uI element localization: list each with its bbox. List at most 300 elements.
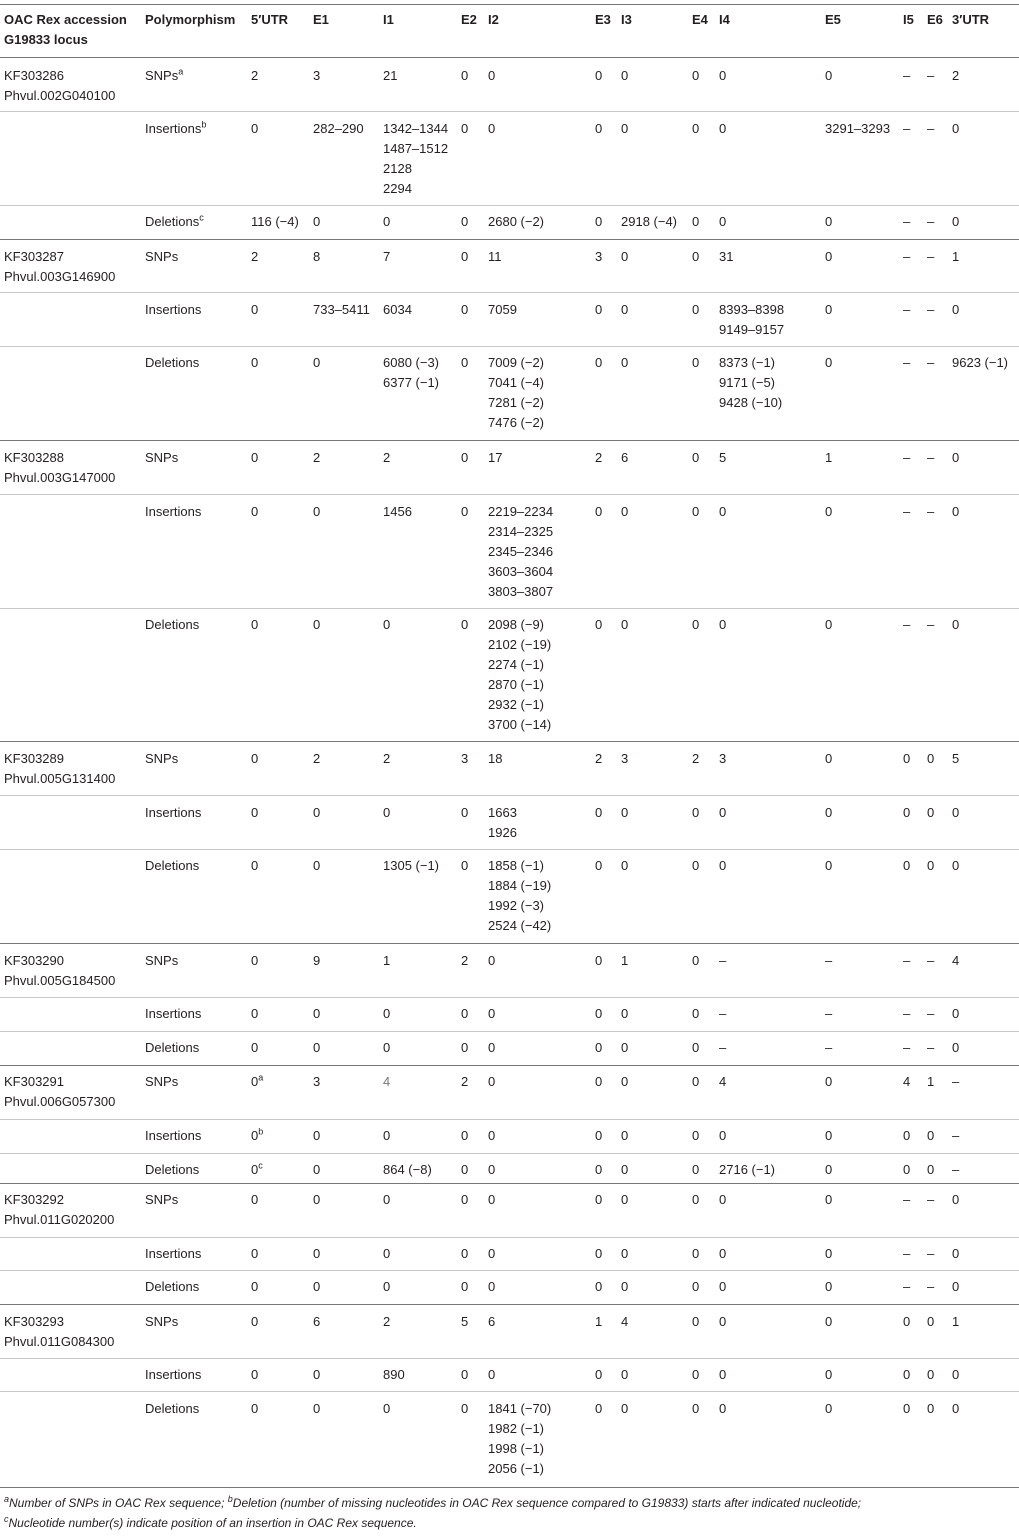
value-cell-i2 — [488, 1190, 495, 1210]
value-cell-i4 — [719, 615, 726, 635]
value-line: 0 — [621, 1246, 629, 1261]
value-cell-e2 — [461, 1244, 468, 1264]
value-line: 0 — [719, 617, 727, 632]
value-cell-3utr — [952, 615, 959, 635]
value-line: 0 — [383, 1401, 391, 1416]
value-cell-i1 — [383, 749, 390, 769]
polymorphism-type — [145, 1072, 178, 1092]
value-cell-i1 — [383, 119, 448, 199]
polymorphism-type — [145, 1038, 199, 1058]
value-line: 5 — [952, 751, 960, 766]
value-line: – — [825, 953, 833, 968]
value-cell-e6 — [927, 1399, 934, 1419]
value-cell-i5 — [903, 448, 910, 468]
polymorphism-type — [145, 1277, 199, 1297]
value-cell-i3 — [621, 1038, 628, 1058]
value-line: 0 — [251, 121, 259, 136]
value-cell-i4 — [719, 66, 726, 86]
value-line: 6034 — [383, 302, 412, 317]
polymorphism-label: Deletions — [145, 355, 200, 370]
value-cell-i5 — [903, 119, 910, 139]
value-cell-e4 — [692, 119, 699, 139]
row-separator — [0, 292, 1019, 293]
value-line: – — [927, 214, 935, 229]
value-cell-e1 — [313, 1190, 320, 1210]
value-line: 4 — [621, 1314, 629, 1329]
value-cell-e3 — [595, 119, 602, 139]
value-cell-i5 — [903, 353, 910, 373]
value-text: 0 — [251, 1074, 259, 1089]
value-cell-i4 — [719, 951, 726, 971]
locus-id: Phvul.005G184500 — [4, 973, 116, 988]
value-cell-e2 — [461, 448, 468, 468]
value-cell-e2 — [461, 1072, 468, 1092]
value-line: 0 — [383, 1128, 391, 1143]
value-line: 3 — [313, 68, 321, 83]
value-line: 31 — [719, 249, 734, 264]
value-line: 0 — [595, 68, 603, 83]
polymorphism-type — [145, 1312, 178, 1332]
header-col-e2: E2 — [461, 12, 477, 27]
value-cell-i3 — [621, 1072, 628, 1092]
value-cell-i5 — [903, 247, 910, 267]
value-line: 0 — [313, 1162, 321, 1177]
value-cell-i1 — [383, 1004, 390, 1024]
value-line: 2 — [383, 450, 391, 465]
polymorphism-type — [145, 1244, 201, 1264]
accession-id: KF303288 — [4, 450, 64, 465]
value-line: 17 — [488, 450, 503, 465]
value-cell-i4 — [719, 749, 726, 769]
value-line: 0 — [952, 1401, 960, 1416]
value-cell-e2 — [461, 1160, 468, 1180]
value-cell-e3 — [595, 1312, 602, 1332]
value-cell-i1 — [383, 448, 390, 468]
value-cell-i1 — [383, 615, 390, 635]
table-rule — [0, 239, 1019, 240]
value-cell-e1 — [313, 1160, 320, 1180]
value-cell-e3 — [595, 1004, 602, 1024]
value-line: – — [903, 1006, 911, 1021]
header-col-e5: E5 — [825, 12, 841, 27]
value-cell-3utr — [952, 300, 959, 320]
value-line: 0 — [251, 1192, 259, 1207]
value-line: 0 — [692, 858, 700, 873]
value-line: 0 — [621, 1128, 629, 1143]
value-line: 8373 (−1) — [719, 355, 776, 370]
value-cell-5utr — [251, 1365, 258, 1385]
value-cell-i2 — [488, 1160, 495, 1180]
value-line: 0 — [692, 355, 700, 370]
value-cell-e4 — [692, 448, 699, 468]
value-line: 0 — [903, 858, 911, 873]
value-cell-e1 — [313, 212, 320, 232]
value-line: 2 — [461, 1074, 469, 1089]
value-cell-i1 — [383, 1126, 390, 1146]
value-cell-e2 — [461, 353, 468, 373]
value-line: – — [903, 355, 911, 370]
value-cell-e6 — [927, 212, 934, 232]
value-line: 2 — [461, 953, 469, 968]
value-line: 0 — [383, 617, 391, 632]
locus-id: Phvul.003G146900 — [4, 269, 116, 284]
value-line: 2524 (−42) — [488, 918, 552, 933]
accession-cell — [4, 749, 115, 789]
value-line: 3700 (−14) — [488, 717, 552, 732]
value-cell-e5 — [825, 212, 832, 232]
value-line: 0 — [621, 1279, 629, 1294]
value-cell-i1 — [383, 951, 390, 971]
value-cell-i4 — [719, 353, 782, 413]
table-rule — [0, 1065, 1019, 1066]
value-line: 116 (−4) — [251, 214, 299, 229]
value-line: 0 — [952, 805, 960, 820]
value-line: 0 — [461, 1192, 469, 1207]
value-line: 0 — [952, 1006, 960, 1021]
table-rule — [0, 1487, 1019, 1488]
value-line: 4 — [903, 1074, 911, 1089]
value-line: 0 — [461, 1401, 469, 1416]
value-cell-e2 — [461, 119, 468, 139]
value-cell-3utr — [952, 1004, 959, 1024]
value-text: 0 — [251, 1128, 259, 1143]
value-line: 0 — [313, 1401, 321, 1416]
value-cell-i3 — [621, 856, 628, 876]
footnote-a-marker: a — [4, 1494, 10, 1504]
value-line: 0 — [595, 1246, 603, 1261]
value-line: – — [927, 121, 935, 136]
value-line: 0 — [621, 805, 629, 820]
value-line: 1 — [952, 249, 960, 264]
value-line: 21 — [383, 68, 398, 83]
value-cell-i2 — [488, 1277, 495, 1297]
value-line: 0 — [825, 1246, 833, 1261]
value-cell-e3 — [595, 951, 602, 971]
polymorphism-label: SNPs — [145, 751, 179, 766]
value-line: 1926 — [488, 825, 517, 840]
value-line: 1841 (−70) — [488, 1401, 552, 1416]
value-cell-i3 — [621, 951, 628, 971]
value-line: 0 — [692, 1128, 700, 1143]
value-line: 0 — [488, 1006, 496, 1021]
value-line: 7009 (−2) — [488, 355, 545, 370]
value-cell-5utr — [251, 247, 258, 267]
polymorphism-type — [145, 66, 183, 86]
value-cell-i4 — [719, 448, 726, 468]
value-line: 3 — [719, 751, 727, 766]
polymorphism-label: Insertions — [145, 1367, 202, 1382]
value-cell-5utr — [251, 951, 258, 971]
value-cell-e5 — [825, 1399, 832, 1419]
value-cell-e5 — [825, 951, 832, 971]
value-cell-i2 — [488, 66, 495, 86]
value-line: 0 — [952, 214, 960, 229]
value-line: 0 — [825, 1314, 833, 1329]
value-line: 4 — [383, 1074, 391, 1089]
value-line: 0 — [927, 858, 935, 873]
value-cell-i2 — [488, 749, 502, 769]
value-cell-3utr — [952, 1244, 959, 1264]
value-line: 0 — [313, 1040, 321, 1055]
value-cell-i5 — [903, 66, 910, 86]
polymorphism-type — [145, 856, 199, 876]
value-line: 0 — [927, 1128, 935, 1143]
value-cell-i1 — [383, 1038, 390, 1058]
value-cell-i3 — [621, 212, 677, 232]
value-line: – — [927, 1006, 935, 1021]
value-line: – — [903, 504, 911, 519]
value-cell-e2 — [461, 856, 468, 876]
value-cell-i2 — [488, 856, 551, 936]
value-line: – — [952, 1128, 960, 1143]
row-separator — [0, 1391, 1019, 1392]
value-cell-i1 — [383, 803, 390, 823]
value-cell-i2 — [488, 803, 517, 843]
footnote-c-text: Nucleotide number(s) indicate position of an insertion in OAC Rex sequence. — [8, 1516, 417, 1530]
value-line: – — [903, 214, 911, 229]
value-cell-i4 — [719, 856, 726, 876]
value-line: 2 — [595, 751, 603, 766]
value-cell-3utr — [952, 1312, 959, 1332]
value-line: 0 — [927, 1314, 935, 1329]
polymorphism-label: SNPs — [145, 249, 179, 264]
value-line: 9623 (−1) — [952, 355, 1009, 370]
value-line: 7 — [383, 249, 391, 264]
value-line: – — [903, 302, 911, 317]
value-cell-e4 — [692, 1160, 699, 1180]
value-line: 0 — [952, 1246, 960, 1261]
polymorphism-label: Deletions — [145, 1162, 200, 1177]
value-cell-i1 — [383, 1160, 432, 1180]
value-line: 0 — [488, 1040, 496, 1055]
value-cell-e2 — [461, 1365, 468, 1385]
value-cell-e3 — [595, 1244, 602, 1264]
value-line: 0 — [692, 1279, 700, 1294]
value-line: 2918 (−4) — [621, 214, 678, 229]
polymorphism-label: Deletions — [145, 214, 200, 229]
polymorphism-label: Insertions — [145, 1246, 202, 1261]
value-line: 0 — [595, 504, 603, 519]
value-cell-i3 — [621, 1190, 628, 1210]
value-cell-i4 — [719, 1365, 726, 1385]
value-cell-i5 — [903, 1038, 910, 1058]
value-line: 1663 — [488, 805, 517, 820]
value-line: 5 — [719, 450, 727, 465]
value-cell-i2 — [488, 247, 502, 267]
value-cell-5utr — [251, 502, 258, 522]
value-line: 0 — [313, 858, 321, 873]
value-line: 0 — [595, 858, 603, 873]
value-line: – — [927, 504, 935, 519]
value-line: – — [927, 1279, 935, 1294]
value-line: 8 — [313, 249, 321, 264]
row-separator — [0, 1119, 1019, 1120]
polymorphism-type — [145, 1004, 201, 1024]
value-line: 0 — [383, 1192, 391, 1207]
value-cell-e6 — [927, 1190, 934, 1210]
value-cell-e5 — [825, 1126, 832, 1146]
value-line: 6 — [313, 1314, 321, 1329]
value-line: 0 — [927, 751, 935, 766]
header-accession-line: OAC Rex accession — [4, 12, 127, 27]
value-line: – — [903, 617, 911, 632]
value-line: 0 — [595, 214, 603, 229]
value-cell-e2 — [461, 615, 468, 635]
value-line: 0 — [313, 1246, 321, 1261]
value-line: 0 — [927, 1401, 935, 1416]
value-line: 2 — [313, 450, 321, 465]
value-cell-i3 — [621, 1244, 628, 1264]
footnote-ref: c — [199, 212, 204, 223]
value-cell-3utr — [952, 1072, 959, 1092]
value-line: 0 — [621, 121, 629, 136]
value-line: 0 — [621, 68, 629, 83]
polymorphism-type — [145, 212, 204, 232]
footnote-c-marker: c — [4, 1514, 9, 1524]
value-cell-e4 — [692, 856, 699, 876]
polymorphism-label: Insertions — [145, 121, 202, 136]
value-line: – — [903, 1040, 911, 1055]
value-cell-i4 — [719, 1277, 726, 1297]
value-cell-i4 — [719, 1072, 726, 1092]
value-cell-i5 — [903, 1365, 910, 1385]
value-cell-e6 — [927, 66, 934, 86]
value-line: – — [903, 450, 911, 465]
value-cell-i2 — [488, 212, 544, 232]
value-cell-e4 — [692, 300, 699, 320]
value-line: – — [927, 617, 935, 632]
value-line: 0 — [461, 68, 469, 83]
row-separator — [0, 795, 1019, 796]
value-line: 0 — [952, 1040, 960, 1055]
value-line: 864 (−8) — [383, 1162, 432, 1177]
value-cell-e1 — [313, 749, 320, 769]
polymorphism-label: SNPs — [145, 1074, 179, 1089]
value-line: – — [903, 1246, 911, 1261]
polymorphism-type — [145, 749, 178, 769]
value-cell-e3 — [595, 1365, 602, 1385]
value-line: 0 — [692, 953, 700, 968]
value-cell-i5 — [903, 1004, 910, 1024]
value-cell-i2 — [488, 1244, 495, 1264]
value-line: 0 — [692, 1074, 700, 1089]
value-line — [251, 1072, 263, 1092]
value-line: 0 — [488, 1192, 496, 1207]
value-cell-i3 — [621, 1004, 628, 1024]
value-cell-i1 — [383, 1277, 390, 1297]
value-line: 0 — [251, 751, 259, 766]
value-cell-5utr — [251, 66, 258, 86]
accession-id: KF303287 — [4, 249, 64, 264]
value-cell-e6 — [927, 1365, 934, 1385]
value-cell-e5 — [825, 615, 832, 635]
value-line: 0 — [903, 1314, 911, 1329]
header-col-e6: E6 — [927, 12, 943, 27]
value-line: 0 — [952, 1192, 960, 1207]
value-cell-i3 — [621, 803, 628, 823]
value-line: 3 — [461, 751, 469, 766]
value-cell-e4 — [692, 1038, 699, 1058]
value-cell-3utr — [952, 119, 959, 139]
value-line: – — [927, 1246, 935, 1261]
value-line: 3603–3604 — [488, 564, 554, 579]
value-line: 0 — [825, 1192, 833, 1207]
value-cell-e6 — [927, 856, 934, 876]
value-line: 0 — [251, 355, 259, 370]
value-line: 1992 (−3) — [488, 898, 545, 913]
value-line: 0 — [313, 1279, 321, 1294]
value-cell-i3 — [621, 247, 628, 267]
polymorphism-label: Insertions — [145, 1128, 202, 1143]
value-cell-e4 — [692, 615, 699, 635]
row-separator — [0, 111, 1019, 112]
value-cell-i4 — [719, 1312, 726, 1332]
value-line: 4 — [952, 953, 960, 968]
value-cell-e3 — [595, 1038, 602, 1058]
value-line: 0 — [251, 858, 259, 873]
value-cell-5utr — [251, 1072, 263, 1092]
value-cell-e3 — [595, 66, 602, 86]
value-line: 0 — [952, 302, 960, 317]
value-cell-e5 — [825, 1038, 832, 1058]
value-cell-e3 — [595, 1399, 602, 1419]
value-cell-i1 — [383, 300, 412, 320]
value-line: 0 — [488, 1246, 496, 1261]
value-line: 0 — [595, 302, 603, 317]
value-cell-5utr — [251, 448, 258, 468]
value-line: 0 — [692, 1367, 700, 1382]
value-line: 0 — [383, 214, 391, 229]
value-cell-e6 — [927, 1004, 934, 1024]
polymorphism-label: SNPs — [145, 1314, 179, 1329]
value-cell-e6 — [927, 1244, 934, 1264]
value-line: 0 — [719, 121, 727, 136]
value-cell-e2 — [461, 1277, 468, 1297]
value-line: 0 — [692, 1401, 700, 1416]
value-cell-e2 — [461, 749, 468, 769]
value-line: 0 — [595, 121, 603, 136]
value-line: 0 — [952, 858, 960, 873]
value-line: 0 — [825, 617, 833, 632]
value-line: 0 — [621, 355, 629, 370]
polymorphism-label: Insertions — [145, 302, 202, 317]
value-line: 0 — [692, 249, 700, 264]
value-line: 0 — [251, 953, 259, 968]
header-col-3utr: 3′UTR — [952, 12, 990, 27]
value-line: 2 — [251, 249, 259, 264]
value-cell-e1 — [313, 119, 364, 139]
value-line: 0 — [595, 1279, 603, 1294]
value-line: 0 — [251, 1314, 259, 1329]
value-cell-e2 — [461, 1004, 468, 1024]
value-cell-i5 — [903, 1072, 910, 1092]
value-line: 0 — [719, 1128, 727, 1143]
table-rule — [0, 57, 1019, 58]
value-cell-i2 — [488, 615, 551, 735]
table-rule — [0, 1304, 1019, 1305]
value-cell-e1 — [313, 1399, 320, 1419]
value-line: 7059 — [488, 302, 517, 317]
polymorphism-label: Insertions — [145, 504, 202, 519]
value-cell-e1 — [313, 1126, 320, 1146]
value-cell-e2 — [461, 1126, 468, 1146]
value-line: 0 — [595, 953, 603, 968]
header-col-i5: I5 — [903, 12, 914, 27]
value-cell-i2 — [488, 502, 553, 602]
value-cell-5utr — [251, 1004, 258, 1024]
value-cell-i5 — [903, 1399, 910, 1419]
value-cell-i3 — [621, 300, 628, 320]
